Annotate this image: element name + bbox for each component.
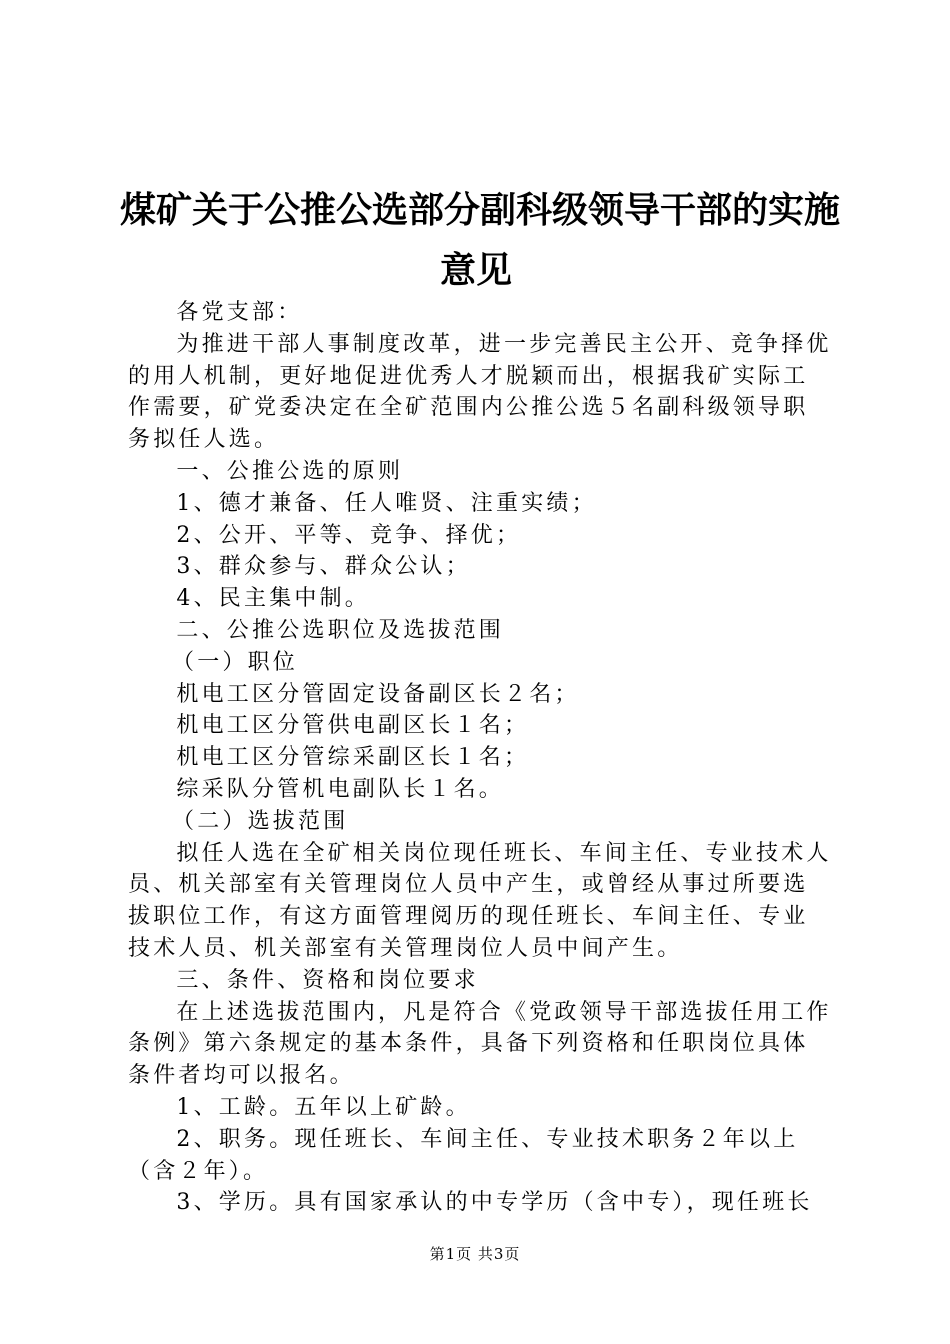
list-item: 综采队分管机电副队长１名。: [176, 776, 504, 802]
document-title-line-2: 意见: [440, 249, 513, 291]
list-item: 4、民主集中制。: [176, 586, 370, 612]
list-item: 1、工龄。五年以上矿龄。: [176, 1094, 471, 1120]
subsection-heading-positions: （一）职位: [172, 649, 299, 675]
section-heading-1: 一、公推公选的原则: [176, 458, 404, 484]
paragraph-intro: 为推进干部人事制度改革，进一步完善民主公开、竞争择优的用人机制，更好地促进优秀人才脱颖而出，根据我矿实际工作需要，矿党委决定在全矿范围内公推公选５名副科级领导职务拟任人选。: [128, 331, 832, 453]
list-item: 机电工区分管供电副区长１名；: [176, 713, 530, 739]
paragraph-scope: 拟任人选在全矿相关岗位现任班长、车间主任、专业技术人员、机关部室有关管理岗位人员中产生，或曾经从事过所要选拔职位工作，有这方面管理阅历的现任班长、车间主任、专业技术人员、机关部室有关管理岗位人员中间产生。: [128, 840, 832, 961]
list-item: 机电工区分管综采副区长１名；: [176, 745, 530, 771]
list-item: 2、职务。现任班长、车间主任、专业技术职务２年以上（含２年）。: [128, 1126, 799, 1184]
document-title-line-1: 煤矿关于公推公选部分副科级领导干部的实施: [120, 189, 841, 231]
list-item: 机电工区分管固定设备副区长２名；: [176, 681, 580, 707]
section-heading-2: 二、公推公选职位及选拔范围: [176, 617, 504, 643]
document-body: [128, 297, 832, 1219]
list-item: 3、学历。具有国家承认的中专学历（含中专），现任班长: [176, 1190, 813, 1216]
salutation: 各党支部：: [176, 300, 303, 325]
list-item: 3、群众参与、群众公认；: [176, 554, 471, 580]
page-footer: 第1页 共3页: [429, 1245, 521, 1263]
section-heading-3: 三、条件、资格和岗位要求: [176, 967, 479, 993]
list-item: 1、德才兼备、任人唯贤、注重实绩；: [176, 490, 597, 516]
list-item: 2、公开、平等、竞争、择优；: [176, 522, 522, 548]
subsection-heading-scope: （二）选拔范围: [172, 808, 349, 834]
paragraph-conditions: 在上述选拔范围内，凡是符合《党政领导干部选拔任用工作条例》第六条规定的基本条件，具备下列资格和任职岗位具体条件者均可以报名。: [128, 999, 832, 1089]
